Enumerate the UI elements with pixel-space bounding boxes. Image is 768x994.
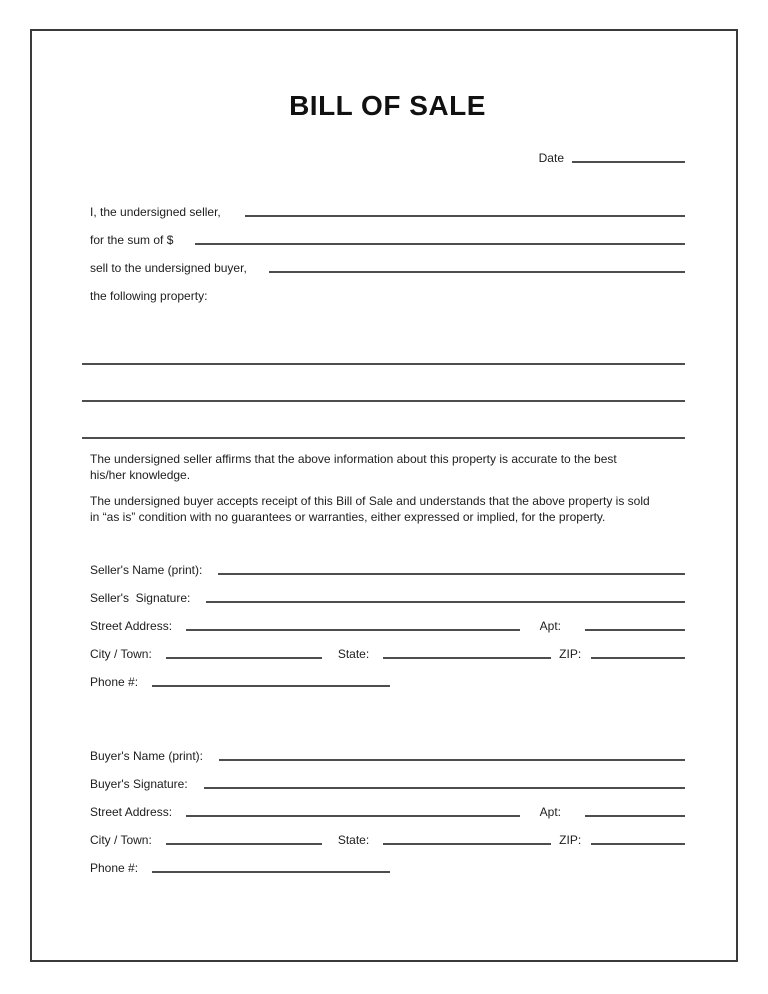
buyer-signature-input[interactable] [204, 787, 685, 789]
intro-section [90, 192, 685, 304]
intro-property-row [90, 276, 685, 304]
buyer-street-row [90, 792, 685, 820]
property-line-input[interactable] [82, 328, 685, 365]
buyer-section [90, 736, 685, 876]
intro-seller-input[interactable] [245, 215, 685, 217]
paragraph-line: The undersigned seller affirms that the above information about this property is accurate to the best [90, 452, 617, 466]
paragraph-line: his/her knowledge. [90, 468, 191, 482]
buyer-city-label: City / Town: [90, 833, 152, 847]
seller-signature-input[interactable] [206, 601, 685, 603]
document-title: BILL OF SALE [289, 90, 486, 121]
buyer-phone-row [90, 848, 685, 876]
buyer-acceptance-paragraph [90, 493, 685, 525]
property-description-lines [82, 328, 685, 439]
paragraph-line: in “as is” condition with no guarantees or warranties, either expressed or implied, for the property. [90, 510, 606, 524]
intro-seller-row [90, 192, 685, 220]
seller-zip-input[interactable] [591, 657, 685, 659]
seller-state-input[interactable] [383, 657, 551, 659]
property-line-input[interactable] [82, 365, 685, 402]
seller-city-label: City / Town: [90, 647, 152, 661]
seller-name-input[interactable] [218, 573, 685, 575]
intro-seller-label: I, the undersigned seller, [90, 205, 221, 219]
buyer-name-label: Buyer's Name (print): [90, 749, 203, 763]
intro-sum-label: for the sum of $ [90, 233, 174, 247]
seller-name-label: Seller's Name (print): [90, 563, 203, 577]
intro-buyer-input[interactable] [269, 271, 685, 273]
buyer-zip-label: ZIP: [559, 833, 582, 847]
buyer-street-input[interactable] [186, 815, 520, 817]
buyer-signature-row [90, 764, 685, 792]
buyer-apt-input[interactable] [585, 815, 685, 817]
seller-name-row [90, 550, 685, 578]
seller-zip-label: ZIP: [559, 647, 582, 661]
seller-city-row [90, 634, 685, 662]
seller-street-row [90, 606, 685, 634]
buyer-zip-input[interactable] [591, 843, 685, 845]
document-sheet [30, 29, 738, 962]
seller-apt-input[interactable] [585, 629, 685, 631]
buyer-name-row [90, 736, 685, 764]
seller-phone-input[interactable] [152, 685, 390, 687]
seller-street-input[interactable] [186, 629, 520, 631]
seller-state-label: State: [337, 647, 370, 661]
buyer-city-row [90, 820, 685, 848]
buyer-apt-label: Apt: [539, 805, 561, 819]
intro-sum-row [90, 220, 685, 248]
property-line-input[interactable] [82, 402, 685, 439]
buyer-state-input[interactable] [383, 843, 551, 845]
seller-affirmation-paragraph [90, 451, 685, 483]
seller-street-label: Street Address: [90, 619, 173, 633]
seller-phone-row [90, 662, 685, 690]
seller-phone-label: Phone #: [90, 675, 139, 689]
date-label: Date [538, 151, 564, 165]
date-input[interactable] [572, 161, 685, 163]
intro-buyer-label: sell to the undersigned buyer, [90, 261, 247, 275]
intro-buyer-row [90, 248, 685, 276]
seller-city-input[interactable] [166, 657, 322, 659]
seller-signature-row [90, 578, 685, 606]
buyer-street-label: Street Address: [90, 805, 173, 819]
buyer-signature-label: Buyer's Signature: [90, 777, 188, 791]
seller-apt-label: Apt: [539, 619, 561, 633]
buyer-name-input[interactable] [219, 759, 685, 761]
property-intro-label: the following property: [90, 289, 208, 303]
date-row [90, 146, 685, 166]
buyer-state-label: State: [337, 833, 370, 847]
buyer-city-input[interactable] [166, 843, 322, 845]
buyer-phone-label: Phone #: [90, 861, 139, 875]
paragraph-line: The undersigned buyer accepts receipt of this Bill of Sale and understands that the above property is sold [90, 494, 650, 508]
seller-signature-label: Seller's Signature: [90, 591, 191, 605]
intro-sum-input[interactable] [195, 243, 685, 245]
seller-section [90, 550, 685, 690]
buyer-phone-input[interactable] [152, 871, 390, 873]
